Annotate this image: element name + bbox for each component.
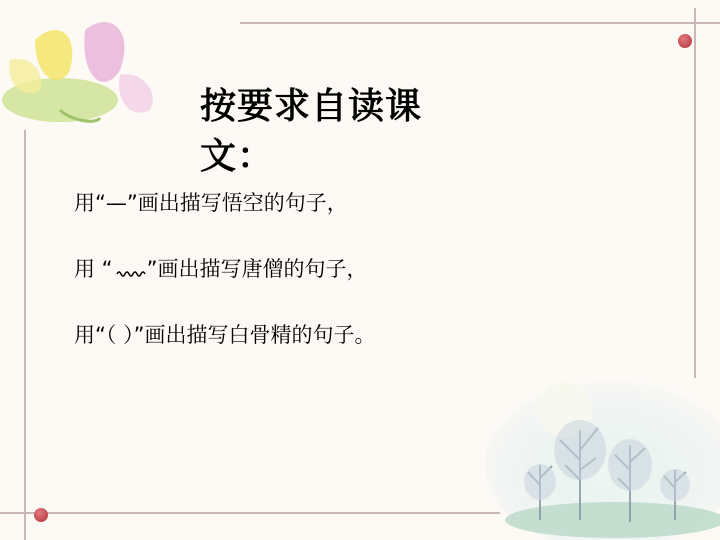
underline-marker: — [105,191,127,215]
frame-right-line [694,8,696,378]
instruction-3-text: ”画出描写白骨精的句子。 [133,323,376,347]
instruction-line-2 [74,255,367,283]
flower-illustration [0,0,180,150]
page-title: 按要求自读课文： [200,86,423,177]
winter-trees-illustration [480,370,720,540]
frame-top-line [240,22,720,24]
instruction-2-prefix: 用 “ [74,257,113,281]
wavy-line-marker [113,268,147,280]
red-dot-top-right [678,34,692,48]
instruction-1-text: ”画出描写悟空的句子， [126,191,348,215]
instruction-2-text: ”画出描写唐僧的句子， [146,257,368,281]
red-dot-bottom-left [34,508,48,522]
instruction-1-prefix: 用“ [74,191,106,215]
frame-left-line [24,130,26,540]
parentheses-marker: （ ） [105,323,134,347]
instruction-3-prefix: 用“ [74,323,106,347]
instruction-line-3 [74,321,375,349]
frame-bottom-line [0,512,500,514]
instruction-line-1 [74,189,348,217]
